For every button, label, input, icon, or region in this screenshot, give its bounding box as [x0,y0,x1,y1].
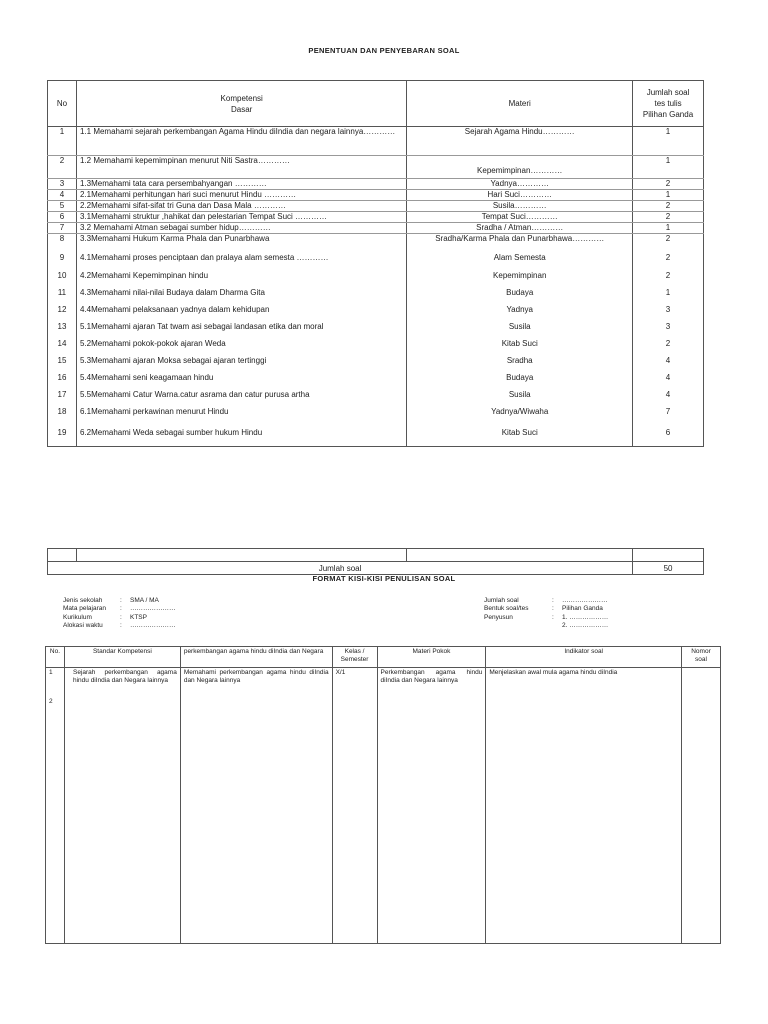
meta-item [484,597,608,605]
header-kompetensi: Kompetensi Dasar [76,81,406,127]
row-jumlah: 4 [633,370,704,387]
meta-colon: : [552,605,554,613]
row-no: 15 [48,353,77,370]
table-row [48,201,704,212]
meta-value: 1. ……………… [562,613,609,621]
row-jumlah: 6 [633,421,704,447]
row-no: 6 [48,212,77,223]
kisi-header-nomor: Nomor soal [681,647,720,668]
row-no: 18 [48,404,77,421]
table-row [48,336,704,353]
kisi-row [46,668,721,944]
kisi-kd: Memahami perkembangan agama hindu diIndia dan Negara lainnya [180,668,332,944]
row-materi: Kepemimpinan [407,268,633,285]
table-row [48,127,704,156]
row-no: 17 [48,387,77,404]
table-row [48,234,704,248]
row-no: 5 [48,201,77,212]
kisi-header-indikator: Indikator soal [486,647,682,668]
meta-value: KTSP [130,613,147,621]
row-jumlah: 2 [633,212,704,223]
meta-item [484,622,608,630]
row-materi: Yadnya/Wiwaha [407,404,633,421]
meta-value: ………………… [130,621,176,629]
row-no: 1 [48,127,77,156]
row-materi: Susila [407,387,633,404]
row-materi: Susila………… [407,201,633,212]
row-materi: Tempat Suci………… [407,212,633,223]
kisi-nomor [681,668,720,944]
meta-item [63,614,176,622]
table-row [48,404,704,421]
meta-colon: : [120,621,122,629]
row-jumlah: 2 [633,268,704,285]
row-materi: Hari Suci………… [407,190,633,201]
row-materi: Sradha [407,353,633,370]
row-jumlah: 1 [633,156,704,179]
row-jumlah: 1 [633,285,704,302]
meta-colon: : [120,613,122,621]
header-materi: Materi [407,81,633,127]
kisi-header-row [46,647,721,668]
table-row [48,179,704,190]
meta-colon: : [552,597,554,604]
kisi-header-materi: Materi Pokok [377,647,486,668]
section-title: FORMAT KISI-KISI PENULISAN SOAL [312,574,456,583]
meta-left [63,597,176,630]
row-kompetensi: 4.3Memahami nilai-nilai Budaya dalam Dharma Gita [76,285,406,302]
row-no: 3 [48,179,77,190]
total-table [47,548,704,575]
total-label: Jumlah soal [48,562,633,575]
meta-colon: : [120,597,122,604]
row-kompetensi: 1.3Memahami tata cara persembahyangan ………… [76,179,406,190]
row-kompetensi: 2.2Memahami sifat-sifat tri Guna dan Dasa Mala ………… [76,201,406,212]
table-row [48,268,704,285]
row-jumlah: 4 [633,353,704,370]
total-row [48,562,704,575]
meta-value: ………………… [562,597,608,604]
meta-label: Kurikulum [63,613,92,621]
table-row [48,421,704,447]
total-value: 50 [633,562,704,575]
kisi-header-kelas: Kelas / Semester [332,647,377,668]
kisi-no: 1 2 [46,668,65,944]
kisi-kelas: X/1 [332,668,377,944]
row-kompetensi: 1.1 Memahami sejarah perkembangan Agama Hindu diIndia dan negara lainnya………… [76,127,406,156]
kisi-sk: Sejarah perkembangan agama hindu diIndia dan Negara lainnya [64,668,180,944]
meta-colon: : [552,613,554,621]
row-materi: Kitab Suci [407,336,633,353]
row-kompetensi: 4.1Memahami proses penciptaan dan pralaya alam semesta ………… [76,248,406,268]
table-row [48,370,704,387]
row-no: 9 [48,248,77,268]
row-no: 16 [48,370,77,387]
kisi-header-kd: perkembangan agama hindu diIndia dan Negara [180,647,332,668]
header-jumlah: Jumlah soal tes tulis Pilihan Ganda [633,81,704,127]
table-header-row [48,81,704,127]
kisi-header-sk: Standar Kompetensi [64,647,180,668]
table-row [48,319,704,336]
row-materi: Kepemimpinan………… [407,156,633,179]
header-no: No [48,81,77,127]
row-kompetensi: 4.2Memahami Kepemimpinan hindu [76,268,406,285]
row-materi: Budaya [407,370,633,387]
meta-item [484,605,608,613]
meta-colon: : [120,605,122,613]
distribution-table [47,80,704,447]
table-row [48,190,704,201]
row-kompetensi: 5.4Memahami seni keagamaan hindu [76,370,406,387]
row-kompetensi: 5.2Memahami pokok-pokok ajaran Weda [76,336,406,353]
table-row [48,223,704,234]
row-materi: Sejarah Agama Hindu………… [407,127,633,156]
meta-label: Jenis sekolah [63,597,103,604]
table-row [48,248,704,268]
row-jumlah: 2 [633,336,704,353]
table-row [48,302,704,319]
row-jumlah: 3 [633,302,704,319]
row-no: 10 [48,268,77,285]
row-jumlah: 7 [633,404,704,421]
table-row [48,285,704,302]
kisi-materi: Perkembangan agama hindu diIndia dan Negara lainnya [377,668,486,944]
table-row [48,353,704,370]
row-materi: Alam Semesta [407,248,633,268]
row-kompetensi: 5.3Memahami ajaran Moksa sebagai ajaran tertinggi [76,353,406,370]
row-kompetensi: 6.2Memahami Weda sebagai sumber hukum Hindu [76,421,406,447]
row-kompetensi: 4.4Memahami pelaksanaan yadnya dalam kehidupan [76,302,406,319]
kisi-indikator: Menjelaskan awal mula agama hindu diIndia [486,668,682,944]
meta-value: Pilihan Ganda [562,605,603,613]
meta-item [63,605,176,613]
row-kompetensi: 5.5Memahami Catur Warna.catur asrama dan catur purusa artha [76,387,406,404]
row-no: 13 [48,319,77,336]
row-no: 19 [48,421,77,447]
row-jumlah: 2 [633,179,704,190]
meta-right [484,597,608,630]
row-jumlah: 1 [633,223,704,234]
kisi-kisi-table [45,646,721,944]
meta-label: Jumlah soal [484,597,519,604]
table-row [48,212,704,223]
meta-item [63,622,176,630]
row-jumlah: 1 [633,127,704,156]
row-materi: Kitab Suci [407,421,633,447]
row-materi: Yadnya [407,302,633,319]
page-title: PENENTUAN DAN PENYEBARAN SOAL [308,46,460,55]
meta-value: SMA / MA [130,597,159,604]
row-kompetensi: 3.1Memahami struktur ,hahikat dan pelestarian Tempat Suci ………… [76,212,406,223]
row-jumlah: 2 [633,201,704,212]
meta-label: Alokasi waktu [63,621,103,629]
meta-value: ………………… [130,605,176,613]
meta-item [63,597,176,605]
row-no: 14 [48,336,77,353]
row-jumlah: 1 [633,190,704,201]
meta-item [484,614,608,622]
meta-label: Bentuk soal/tes [484,605,529,613]
row-materi: Yadnya………… [407,179,633,190]
row-materi: Sradha/Karma Phala dan Punarbhawa………… [407,234,633,248]
row-no: 4 [48,190,77,201]
row-no: 2 [48,156,77,179]
meta-label: Mata pelajaran [63,605,106,613]
row-no: 8 [48,234,77,248]
row-kompetensi: 1.2 Memahami kepemimpinan menurut Niti Sastra………… [76,156,406,179]
row-jumlah: 3 [633,319,704,336]
row-kompetensi: 5.1Memahami ajaran Tat twam asi sebagai landasan etika dan moral [76,319,406,336]
meta-label: Penyusun [484,613,513,621]
row-materi: Susila [407,319,633,336]
row-materi: Sradha / Atman………… [407,223,633,234]
row-kompetensi: 6.1Memahami perkawinan menurut Hindu [76,404,406,421]
row-kompetensi: 3.2 Memahami Atman sebagai sumber hidup………… [76,223,406,234]
row-materi: Budaya [407,285,633,302]
blank-row [48,549,704,562]
table-row [48,156,704,179]
kisi-header-no: No. [46,647,65,668]
row-no: 7 [48,223,77,234]
row-jumlah: 2 [633,248,704,268]
row-jumlah: 2 [633,234,704,248]
row-no: 12 [48,302,77,319]
row-kompetensi: 2.1Memahami perhitungan hari suci menurut Hindu ………… [76,190,406,201]
meta-value: 2. ……………… [562,621,609,629]
row-no: 11 [48,285,77,302]
table-row [48,387,704,404]
row-jumlah: 4 [633,387,704,404]
row-kompetensi: 3.3Memahami Hukum Karma Phala dan Punarbhawa [76,234,406,248]
